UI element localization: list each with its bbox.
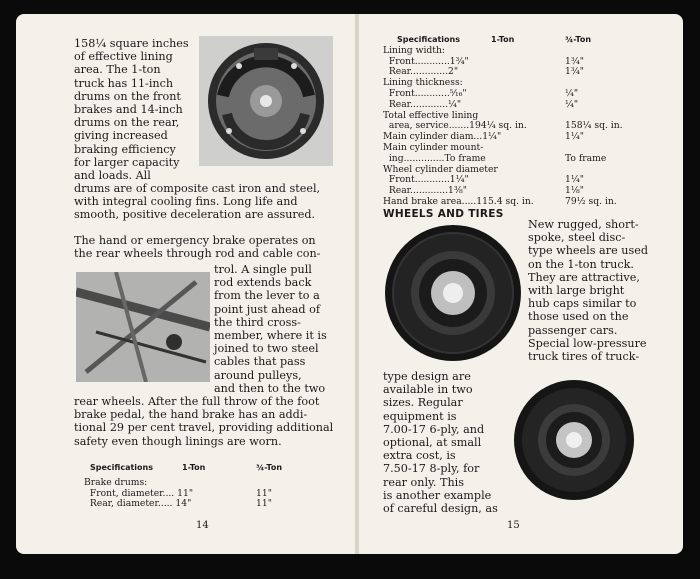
hand-brake-text-bottom: rear wheels. After the full throw of the foot brake pedal, the hand brake has an addi- tional 29 per cent travel, providing additional safety even though linings are worn. [74, 395, 334, 448]
hand-brake-text-top: The hand or emergency brake operates on the rear wheels through rod and cable con- [74, 234, 321, 261]
front-wheel-tire-photo [383, 223, 523, 363]
left-specs-table: Specifications 1-Ton ¾-Ton Brake drums: Front, diameter.... 11" 11" Rear, diameter..... 14" 11" [84, 463, 283, 510]
wheels-text-side: New rugged, short- spoke, steel disc- type wheels are used on the 1-ton truck. They are attractive, with large bright hub caps similar to those used on the passenger cars. Special low-pressure truck tires of truck- [528, 218, 648, 364]
book-gutter [355, 14, 359, 554]
right-specs-table: Specifications 1-Ton ¾-Ton Lining width: Front............1¾" 1¾" Rear.............2" 1¾" Lining thickness: Front............⁵⁄₁₆" ¼" Rear.............¼" ¼" Total effective lining area, service.......194¼ sq. in. 158¼ sq. in. Main cylinder diam...1¼" 1¼" Main cylinder mount- ing..............To frame To frame Wheel cylinder diameter Front............1¼" 1¼" Rear.............1⅜" 1⅛" Hand brake area.....115.4 sq. in. 79½ sq. in. [383, 35, 623, 207]
brake-drum-photo [199, 36, 333, 166]
wheels-text-lower: type design are available in two sizes. Regular equipment is 7.00-17 6-ply, and optional, at small extra cost, is 7.50-17 8-ply, for rear only. This is another example of careful design, as [383, 370, 498, 516]
brake-intro-text-cont: drums are of composite cast iron and steel, with integral cooling fins. Long life and smooth, positive deceleration are assured. [74, 182, 321, 222]
hand-brake-cable-photo [76, 272, 210, 382]
page-number-left: 14 [196, 520, 209, 531]
page-number-right: 15 [507, 520, 520, 531]
brake-intro-text: 158¼ square inches of effective lining area. The 1-ton truck has 11-inch drums on the front brakes and 14-inch drums on the rear, giving increased braking efficiency for larger capacity and loads. All [74, 37, 189, 183]
rear-wheel-tire-photo [512, 378, 636, 502]
wheels-and-tires-heading: WHEELS AND TIRES [383, 208, 504, 220]
hand-brake-text-side: trol. A single pull rod extends back from the lever to a point just ahead of the third cross- member, where it is joined to two steel cables that pass around pulleys, and then to the two [214, 263, 327, 395]
